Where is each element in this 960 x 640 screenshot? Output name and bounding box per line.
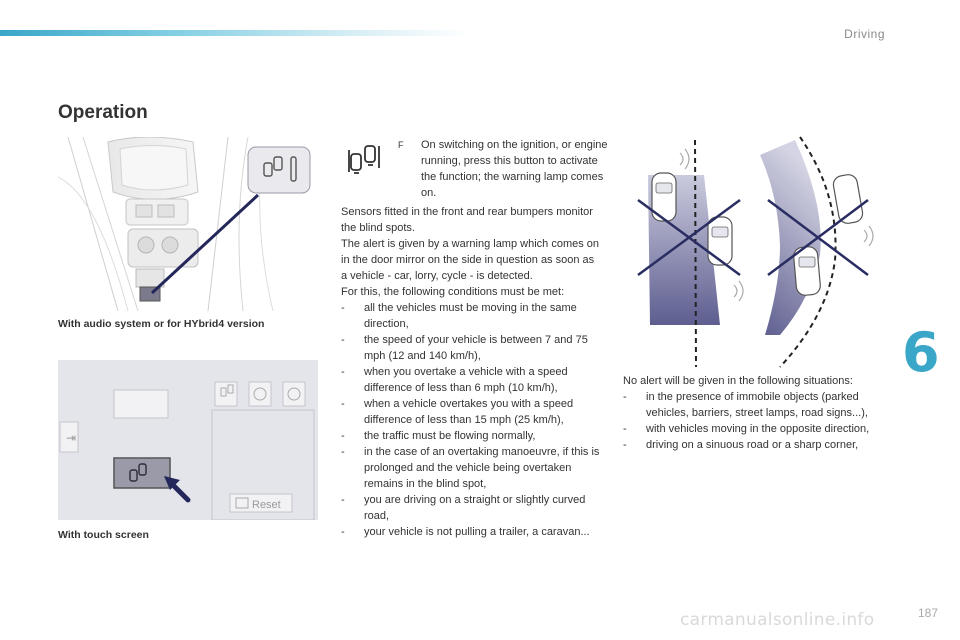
page-number: 187 <box>917 606 938 620</box>
caption-touch-screen: With touch screen <box>58 529 149 541</box>
caption-audio-system: With audio system or for HYbrid4 version <box>58 318 265 330</box>
touch-screen-illustration <box>58 360 318 520</box>
list-item: - you are driving on a straight or slightly curved road, <box>341 492 603 524</box>
conditions-list <box>341 300 603 540</box>
list-item: - when you overtake a vehicle with a speed difference of less than 6 mph (10 km/h), <box>341 364 603 396</box>
header-accent-bar <box>0 30 470 36</box>
paragraph-sensors: Sensors fitted in the front and rear bumpers monitor the blind spots. <box>341 206 593 234</box>
list-item: - in the case of an overtaking manoeuvre, if this is prolonged and the vehicle being overtaken remains in the blind spot, <box>341 444 603 492</box>
chapter-number: 6 <box>902 321 940 384</box>
list-item: - all the vehicles must be moving in the same direction, <box>341 300 603 332</box>
activation-text: On switching on the ignition, or engine running, press this button to activate the function; the warning lamp comes on. <box>421 139 608 199</box>
traffic-scenario-illustration <box>630 135 880 370</box>
no-alert-column <box>623 373 893 453</box>
bullet-marker: F <box>398 140 404 150</box>
activation-instruction <box>398 137 608 201</box>
svg-text:⇥: ⇥ <box>66 431 77 445</box>
reset-label: Reset <box>252 499 281 511</box>
list-item: - in the presence of immobile objects (parked vehicles, barriers, street lamps, road signs...), <box>623 389 893 421</box>
paragraph-conditions-intro: For this, the following conditions must be met: <box>341 286 565 298</box>
list-item: - your vehicle is not pulling a trailer, a caravan... <box>341 524 603 540</box>
page-title: Operation <box>58 102 148 123</box>
body-text-column <box>341 204 603 540</box>
list-item: - when a vehicle overtakes you with a speed difference of less than 15 mph (25 km/h), <box>341 396 603 428</box>
no-alert-list <box>623 389 893 453</box>
paragraph-alert: The alert is given by a warning lamp which comes on in the door mirror on the side in question as soon as a vehicle - car, lorry, cycle - is detected. <box>341 238 600 282</box>
list-item: - the traffic must be flowing normally, <box>341 428 603 444</box>
list-item: - with vehicles moving in the opposite direction, <box>623 421 893 437</box>
section-label: Driving <box>844 27 885 41</box>
list-item: - the speed of your vehicle is between 7 and 75 mph (12 and 140 km/h), <box>341 332 603 364</box>
center-console-illustration <box>58 137 318 311</box>
no-alert-intro: No alert will be given in the following situations: <box>623 375 853 387</box>
blind-spot-button-icon <box>348 142 382 176</box>
list-item: - driving on a sinuous road or a sharp corner, <box>623 437 893 453</box>
watermark: carmanualsonline.info <box>680 610 875 630</box>
